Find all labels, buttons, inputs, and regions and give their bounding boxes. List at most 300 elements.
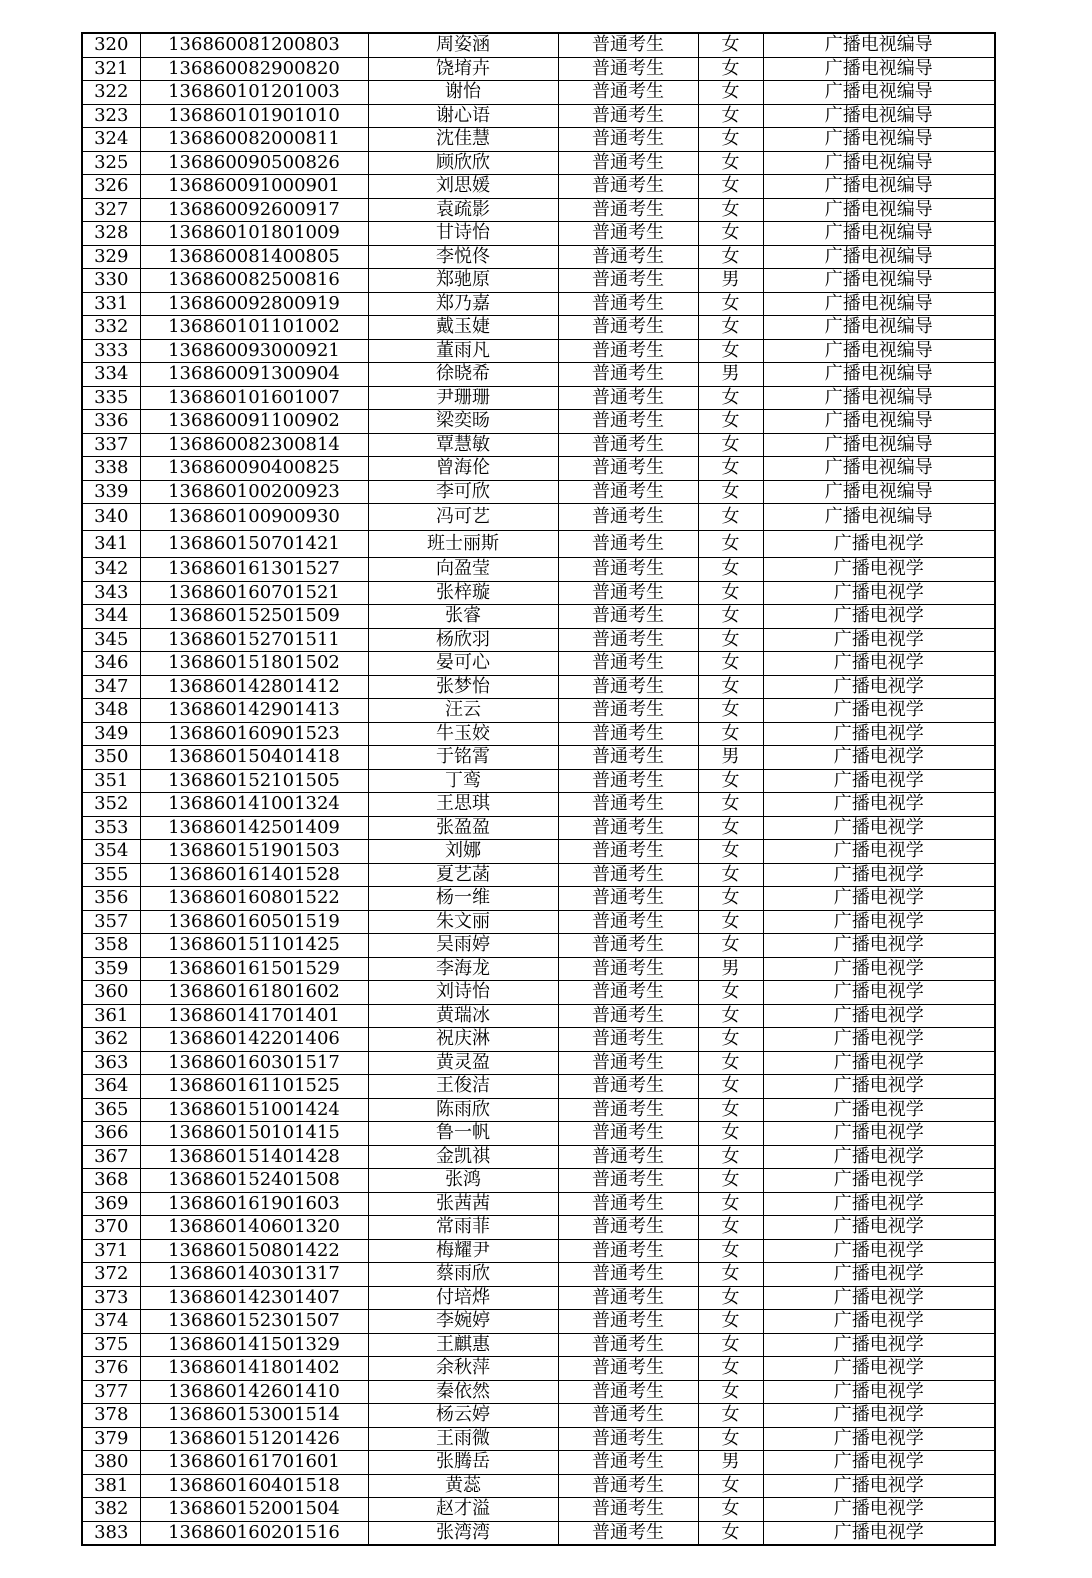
candidate-type-cell: 普通考生: [558, 292, 698, 316]
table-row: [82, 1004, 995, 1028]
exam-id-cell: 136860092600917: [140, 198, 368, 222]
row-number-cell: 329: [82, 245, 140, 269]
candidate-name-cell: 张梓璇: [368, 581, 558, 605]
row-number-cell: 334: [82, 363, 140, 387]
gender-cell: 女: [698, 1380, 763, 1404]
table-row: [82, 1521, 995, 1545]
candidate-type-cell: 普通考生: [558, 1333, 698, 1357]
table-row: [82, 339, 995, 363]
table-row: [82, 722, 995, 746]
row-number-cell: 333: [82, 339, 140, 363]
table-row: [82, 531, 995, 558]
candidate-type-cell: 普通考生: [558, 1263, 698, 1287]
gender-cell: 女: [698, 33, 763, 57]
major-cell: 广播电视编导: [763, 480, 995, 504]
candidate-name-cell: 于铭霄: [368, 746, 558, 770]
major-cell: 广播电视学: [763, 558, 995, 582]
row-number-cell: 346: [82, 652, 140, 676]
gender-cell: 女: [698, 480, 763, 504]
row-number-cell: 340: [82, 504, 140, 531]
gender-cell: 女: [698, 1521, 763, 1545]
exam-id-cell: 136860151901503: [140, 840, 368, 864]
table-row: [82, 581, 995, 605]
row-number-cell: 359: [82, 957, 140, 981]
exam-id-cell: 136860081400805: [140, 245, 368, 269]
candidate-name-cell: 周姿涵: [368, 33, 558, 57]
row-number-cell: 378: [82, 1404, 140, 1428]
candidate-type-cell: 普通考生: [558, 957, 698, 981]
major-cell: 广播电视学: [763, 1333, 995, 1357]
table-row: [82, 104, 995, 128]
major-cell: 广播电视学: [763, 581, 995, 605]
exam-id-cell: 136860141801402: [140, 1357, 368, 1381]
candidate-type-cell: 普通考生: [558, 558, 698, 582]
major-cell: 广播电视编导: [763, 198, 995, 222]
row-number-cell: 358: [82, 934, 140, 958]
exam-id-cell: 136860101101002: [140, 316, 368, 340]
candidate-name-cell: 梁奕旸: [368, 410, 558, 434]
row-number-cell: 345: [82, 628, 140, 652]
candidate-type-cell: 普通考生: [558, 1122, 698, 1146]
candidate-type-cell: 普通考生: [558, 1004, 698, 1028]
table-row: [82, 363, 995, 387]
roster-sheet: [81, 32, 994, 1546]
gender-cell: 男: [698, 363, 763, 387]
gender-cell: 女: [698, 386, 763, 410]
table-row: [82, 457, 995, 481]
row-number-cell: 353: [82, 816, 140, 840]
major-cell: 广播电视学: [763, 1145, 995, 1169]
candidate-type-cell: 普通考生: [558, 769, 698, 793]
table-row: [82, 316, 995, 340]
exam-id-cell: 136860160801522: [140, 887, 368, 911]
major-cell: 广播电视学: [763, 1122, 995, 1146]
gender-cell: 女: [698, 433, 763, 457]
candidate-name-cell: 张盈盈: [368, 816, 558, 840]
major-cell: 广播电视学: [763, 1357, 995, 1381]
exam-id-cell: 136860160401518: [140, 1474, 368, 1498]
candidate-type-cell: 普通考生: [558, 1404, 698, 1428]
row-number-cell: 374: [82, 1310, 140, 1334]
gender-cell: 女: [698, 769, 763, 793]
candidate-name-cell: 袁疏影: [368, 198, 558, 222]
exam-id-cell: 136860152001504: [140, 1498, 368, 1522]
table-row: [82, 652, 995, 676]
row-number-cell: 341: [82, 531, 140, 558]
candidate-type-cell: 普通考生: [558, 151, 698, 175]
row-number-cell: 367: [82, 1145, 140, 1169]
exam-id-cell: 136860152701511: [140, 628, 368, 652]
major-cell: 广播电视学: [763, 675, 995, 699]
table-row: [82, 1051, 995, 1075]
candidate-name-cell: 班士丽斯: [368, 531, 558, 558]
candidate-name-cell: 鲁一帆: [368, 1122, 558, 1146]
candidate-type-cell: 普通考生: [558, 339, 698, 363]
major-cell: 广播电视学: [763, 840, 995, 864]
exam-id-cell: 136860160201516: [140, 1521, 368, 1545]
exam-id-cell: 136860152401508: [140, 1169, 368, 1193]
exam-id-cell: 136860142801412: [140, 675, 368, 699]
candidate-name-cell: 向盈莹: [368, 558, 558, 582]
gender-cell: 女: [698, 57, 763, 81]
major-cell: 广播电视学: [763, 1310, 995, 1334]
table-row: [82, 1333, 995, 1357]
major-cell: 广播电视学: [763, 1286, 995, 1310]
table-row: [82, 605, 995, 629]
gender-cell: 女: [698, 1098, 763, 1122]
exam-id-cell: 136860091300904: [140, 363, 368, 387]
major-cell: 广播电视学: [763, 652, 995, 676]
exam-id-cell: 136860101901010: [140, 104, 368, 128]
exam-id-cell: 136860151801502: [140, 652, 368, 676]
major-cell: 广播电视学: [763, 1404, 995, 1428]
candidate-name-cell: 丁鸾: [368, 769, 558, 793]
row-number-cell: 379: [82, 1427, 140, 1451]
gender-cell: 女: [698, 1404, 763, 1428]
major-cell: 广播电视编导: [763, 104, 995, 128]
exam-id-cell: 136860090500826: [140, 151, 368, 175]
candidate-name-cell: 沈佳慧: [368, 128, 558, 152]
candidate-type-cell: 普通考生: [558, 1239, 698, 1263]
candidate-name-cell: 黄蕊: [368, 1474, 558, 1498]
candidate-name-cell: 赵才溢: [368, 1498, 558, 1522]
row-number-cell: 331: [82, 292, 140, 316]
major-cell: 广播电视学: [763, 887, 995, 911]
table-row: [82, 981, 995, 1005]
major-cell: 广播电视编导: [763, 151, 995, 175]
row-number-cell: 322: [82, 81, 140, 105]
candidate-name-cell: 李可欣: [368, 480, 558, 504]
exam-id-cell: 136860142201406: [140, 1028, 368, 1052]
candidate-name-cell: 黄灵盈: [368, 1051, 558, 1075]
row-number-cell: 360: [82, 981, 140, 1005]
gender-cell: 女: [698, 1263, 763, 1287]
row-number-cell: 348: [82, 699, 140, 723]
row-number-cell: 363: [82, 1051, 140, 1075]
row-number-cell: 382: [82, 1498, 140, 1522]
gender-cell: 女: [698, 840, 763, 864]
candidate-type-cell: 普通考生: [558, 628, 698, 652]
exam-id-cell: 136860091000901: [140, 175, 368, 199]
gender-cell: 女: [698, 316, 763, 340]
candidate-name-cell: 冯可艺: [368, 504, 558, 531]
gender-cell: 男: [698, 746, 763, 770]
candidate-name-cell: 王麒惠: [368, 1333, 558, 1357]
candidate-type-cell: 普通考生: [558, 198, 698, 222]
table-row: [82, 1263, 995, 1287]
row-number-cell: 326: [82, 175, 140, 199]
candidate-type-cell: 普通考生: [558, 269, 698, 293]
exam-id-cell: 136860090400825: [140, 457, 368, 481]
table-row: [82, 33, 995, 57]
row-number-cell: 381: [82, 1474, 140, 1498]
exam-id-cell: 136860140301317: [140, 1263, 368, 1287]
exam-id-cell: 136860101201003: [140, 81, 368, 105]
candidate-name-cell: 徐晓希: [368, 363, 558, 387]
table-row: [82, 699, 995, 723]
candidate-name-cell: 郑驰原: [368, 269, 558, 293]
row-number-cell: 323: [82, 104, 140, 128]
candidate-name-cell: 覃慧敏: [368, 433, 558, 457]
candidate-name-cell: 甘诗怡: [368, 222, 558, 246]
major-cell: 广播电视学: [763, 957, 995, 981]
table-row: [82, 1075, 995, 1099]
exam-id-cell: 136860161301527: [140, 558, 368, 582]
gender-cell: 女: [698, 652, 763, 676]
candidate-type-cell: 普通考生: [558, 652, 698, 676]
candidate-name-cell: 吴雨婷: [368, 934, 558, 958]
major-cell: 广播电视学: [763, 1239, 995, 1263]
exam-id-cell: 136860152501509: [140, 605, 368, 629]
gender-cell: 女: [698, 104, 763, 128]
exam-id-cell: 136860142901413: [140, 699, 368, 723]
exam-id-cell: 136860153001514: [140, 1404, 368, 1428]
major-cell: 广播电视学: [763, 934, 995, 958]
candidate-name-cell: 王思琪: [368, 793, 558, 817]
exam-id-cell: 136860100900930: [140, 504, 368, 531]
major-cell: 广播电视学: [763, 1098, 995, 1122]
exam-id-cell: 136860161701601: [140, 1451, 368, 1475]
candidate-name-cell: 李海龙: [368, 957, 558, 981]
candidate-name-cell: 谢心语: [368, 104, 558, 128]
candidate-type-cell: 普通考生: [558, 457, 698, 481]
exam-id-cell: 136860152301507: [140, 1310, 368, 1334]
candidate-name-cell: 杨一维: [368, 887, 558, 911]
exam-id-cell: 136860151101425: [140, 934, 368, 958]
major-cell: 广播电视学: [763, 981, 995, 1005]
gender-cell: 女: [698, 410, 763, 434]
table-row: [82, 292, 995, 316]
candidate-type-cell: 普通考生: [558, 581, 698, 605]
candidate-name-cell: 刘娜: [368, 840, 558, 864]
major-cell: 广播电视学: [763, 746, 995, 770]
table-row: [82, 558, 995, 582]
table-row: [82, 1498, 995, 1522]
major-cell: 广播电视编导: [763, 245, 995, 269]
candidate-type-cell: 普通考生: [558, 1310, 698, 1334]
candidate-name-cell: 常雨菲: [368, 1216, 558, 1240]
major-cell: 广播电视学: [763, 699, 995, 723]
major-cell: 广播电视学: [763, 1004, 995, 1028]
row-number-cell: 332: [82, 316, 140, 340]
candidate-type-cell: 普通考生: [558, 1286, 698, 1310]
table-row: [82, 957, 995, 981]
row-number-cell: 342: [82, 558, 140, 582]
gender-cell: 女: [698, 1310, 763, 1334]
candidate-type-cell: 普通考生: [558, 1169, 698, 1193]
candidate-name-cell: 汪云: [368, 699, 558, 723]
major-cell: 广播电视编导: [763, 386, 995, 410]
gender-cell: 女: [698, 628, 763, 652]
candidate-type-cell: 普通考生: [558, 1521, 698, 1545]
major-cell: 广播电视编导: [763, 339, 995, 363]
table-row: [82, 887, 995, 911]
row-number-cell: 369: [82, 1192, 140, 1216]
candidate-table: [81, 32, 996, 1546]
gender-cell: 女: [698, 1239, 763, 1263]
candidate-name-cell: 董雨凡: [368, 339, 558, 363]
major-cell: 广播电视编导: [763, 222, 995, 246]
exam-id-cell: 136860082300814: [140, 433, 368, 457]
table-row: [82, 245, 995, 269]
exam-id-cell: 136860160901523: [140, 722, 368, 746]
candidate-type-cell: 普通考生: [558, 81, 698, 105]
table-row: [82, 1169, 995, 1193]
candidate-name-cell: 夏艺菡: [368, 863, 558, 887]
candidate-name-cell: 秦依然: [368, 1380, 558, 1404]
candidate-type-cell: 普通考生: [558, 1028, 698, 1052]
exam-id-cell: 136860161101525: [140, 1075, 368, 1099]
row-number-cell: 339: [82, 480, 140, 504]
candidate-type-cell: 普通考生: [558, 245, 698, 269]
gender-cell: 女: [698, 581, 763, 605]
exam-id-cell: 136860161901603: [140, 1192, 368, 1216]
table-row: [82, 793, 995, 817]
gender-cell: 女: [698, 1192, 763, 1216]
candidate-type-cell: 普通考生: [558, 410, 698, 434]
major-cell: 广播电视编导: [763, 504, 995, 531]
row-number-cell: 351: [82, 769, 140, 793]
major-cell: 广播电视编导: [763, 269, 995, 293]
candidate-name-cell: 蔡雨欣: [368, 1263, 558, 1287]
major-cell: 广播电视学: [763, 605, 995, 629]
row-number-cell: 328: [82, 222, 140, 246]
exam-id-cell: 136860152101505: [140, 769, 368, 793]
candidate-name-cell: 张鸿: [368, 1169, 558, 1193]
exam-id-cell: 136860142501409: [140, 816, 368, 840]
candidate-name-cell: 顾欣欣: [368, 151, 558, 175]
row-number-cell: 371: [82, 1239, 140, 1263]
table-row: [82, 934, 995, 958]
row-number-cell: 376: [82, 1357, 140, 1381]
major-cell: 广播电视学: [763, 531, 995, 558]
table-row: [82, 504, 995, 531]
row-number-cell: 327: [82, 198, 140, 222]
gender-cell: 女: [698, 1051, 763, 1075]
gender-cell: 女: [698, 816, 763, 840]
row-number-cell: 365: [82, 1098, 140, 1122]
candidate-type-cell: 普通考生: [558, 675, 698, 699]
gender-cell: 女: [698, 1357, 763, 1381]
candidate-type-cell: 普通考生: [558, 504, 698, 531]
candidate-type-cell: 普通考生: [558, 1216, 698, 1240]
row-number-cell: 335: [82, 386, 140, 410]
gender-cell: 女: [698, 605, 763, 629]
candidate-name-cell: 张腾岳: [368, 1451, 558, 1475]
gender-cell: 女: [698, 793, 763, 817]
major-cell: 广播电视学: [763, 722, 995, 746]
table-row: [82, 816, 995, 840]
major-cell: 广播电视学: [763, 769, 995, 793]
table-row: [82, 1474, 995, 1498]
table-row: [82, 1380, 995, 1404]
candidate-name-cell: 牛玉姣: [368, 722, 558, 746]
candidate-name-cell: 王雨微: [368, 1427, 558, 1451]
candidate-type-cell: 普通考生: [558, 746, 698, 770]
exam-id-cell: 136860093000921: [140, 339, 368, 363]
candidate-type-cell: 普通考生: [558, 910, 698, 934]
major-cell: 广播电视学: [763, 1169, 995, 1193]
major-cell: 广播电视编导: [763, 316, 995, 340]
gender-cell: 女: [698, 81, 763, 105]
candidate-type-cell: 普通考生: [558, 934, 698, 958]
exam-id-cell: 136860140601320: [140, 1216, 368, 1240]
row-number-cell: 362: [82, 1028, 140, 1052]
major-cell: 广播电视学: [763, 1474, 995, 1498]
candidate-name-cell: 饶堉卉: [368, 57, 558, 81]
candidate-type-cell: 普通考生: [558, 531, 698, 558]
major-cell: 广播电视编导: [763, 433, 995, 457]
row-number-cell: 373: [82, 1286, 140, 1310]
exam-id-cell: 136860150101415: [140, 1122, 368, 1146]
gender-cell: 女: [698, 198, 763, 222]
major-cell: 广播电视编导: [763, 410, 995, 434]
exam-id-cell: 136860101801009: [140, 222, 368, 246]
row-number-cell: 366: [82, 1122, 140, 1146]
table-row: [82, 746, 995, 770]
candidate-type-cell: 普通考生: [558, 1098, 698, 1122]
candidate-name-cell: 张茜茜: [368, 1192, 558, 1216]
gender-cell: 女: [698, 863, 763, 887]
major-cell: 广播电视学: [763, 1380, 995, 1404]
candidate-name-cell: 梅耀尹: [368, 1239, 558, 1263]
candidate-type-cell: 普通考生: [558, 1498, 698, 1522]
row-number-cell: 364: [82, 1075, 140, 1099]
major-cell: 广播电视编导: [763, 128, 995, 152]
candidate-name-cell: 杨欣羽: [368, 628, 558, 652]
exam-id-cell: 136860082000811: [140, 128, 368, 152]
major-cell: 广播电视编导: [763, 57, 995, 81]
gender-cell: 男: [698, 269, 763, 293]
candidate-name-cell: 黄瑞冰: [368, 1004, 558, 1028]
table-row: [82, 1192, 995, 1216]
table-row: [82, 1310, 995, 1334]
candidate-type-cell: 普通考生: [558, 33, 698, 57]
gender-cell: 女: [698, 504, 763, 531]
gender-cell: 女: [698, 1474, 763, 1498]
table-row: [82, 269, 995, 293]
major-cell: 广播电视学: [763, 1427, 995, 1451]
exam-id-cell: 136860150701421: [140, 531, 368, 558]
gender-cell: 女: [698, 1498, 763, 1522]
table-row: [82, 910, 995, 934]
row-number-cell: 380: [82, 1451, 140, 1475]
gender-cell: 女: [698, 1075, 763, 1099]
major-cell: 广播电视编导: [763, 33, 995, 57]
row-number-cell: 324: [82, 128, 140, 152]
candidate-type-cell: 普通考生: [558, 887, 698, 911]
table-row: [82, 151, 995, 175]
candidate-name-cell: 张睿: [368, 605, 558, 629]
exam-id-cell: 136860151401428: [140, 1145, 368, 1169]
gender-cell: 女: [698, 1427, 763, 1451]
exam-id-cell: 136860151201426: [140, 1427, 368, 1451]
candidate-type-cell: 普通考生: [558, 363, 698, 387]
table-row: [82, 198, 995, 222]
candidate-name-cell: 刘思媛: [368, 175, 558, 199]
candidate-name-cell: 谢怡: [368, 81, 558, 105]
exam-id-cell: 136860082900820: [140, 57, 368, 81]
candidate-type-cell: 普通考生: [558, 386, 698, 410]
row-number-cell: 357: [82, 910, 140, 934]
candidate-type-cell: 普通考生: [558, 1145, 698, 1169]
candidate-name-cell: 陈雨欣: [368, 1098, 558, 1122]
gender-cell: 女: [698, 1169, 763, 1193]
gender-cell: 女: [698, 128, 763, 152]
major-cell: 广播电视编导: [763, 292, 995, 316]
exam-id-cell: 136860161801602: [140, 981, 368, 1005]
table-row: [82, 628, 995, 652]
